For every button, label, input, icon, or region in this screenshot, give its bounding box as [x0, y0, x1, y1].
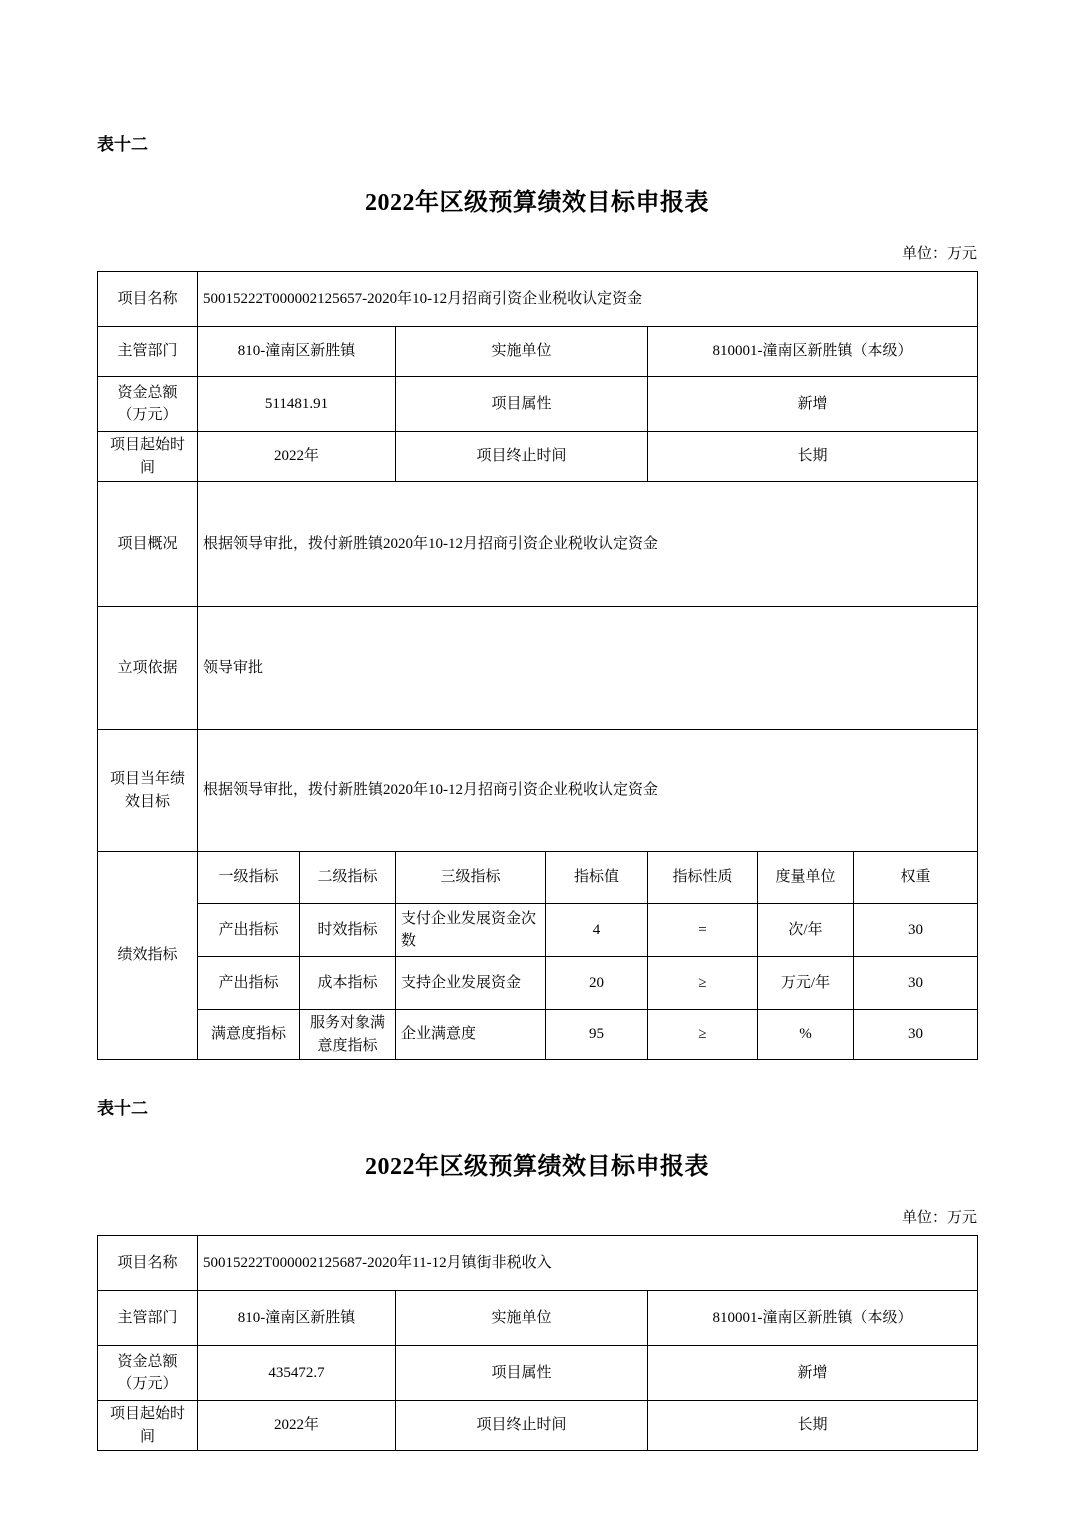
- table-tag-1: 表十二: [97, 135, 148, 154]
- project-name-value: 50015222T000002125687-2020年11-12月镇街非税收入: [198, 1236, 978, 1291]
- start-time-label: 项目起始时间: [98, 1401, 198, 1451]
- start-time-value: 2022年: [198, 1401, 396, 1451]
- project-attr-label: 项目属性: [396, 377, 648, 432]
- total-fund-label: 资金总额（万元）: [98, 377, 198, 432]
- form-section-1: [97, 135, 977, 1060]
- project-attr-value: 新增: [648, 377, 978, 432]
- start-time-value: 2022年: [198, 432, 396, 482]
- end-time-value: 长期: [648, 1401, 978, 1451]
- table-row: [98, 482, 978, 607]
- table-row: [98, 327, 978, 377]
- indicator-cell: 30: [854, 1010, 978, 1060]
- total-fund-value: 511481.91: [198, 377, 396, 432]
- project-name-value: 50015222T000002125657-2020年10-12月招商引资企业税收认定资金: [198, 272, 978, 327]
- col-header-level3: 三级指标: [396, 852, 546, 904]
- col-header-nature: 指标性质: [648, 852, 758, 904]
- table-tag-2: 表十二: [97, 1099, 148, 1118]
- indicator-cell: 产出指标: [198, 957, 300, 1010]
- indicator-cell: =: [648, 904, 758, 957]
- indicator-cell: 企业满意度: [396, 1010, 546, 1060]
- dept-label: 主管部门: [98, 1291, 198, 1346]
- table-row: [98, 1401, 978, 1451]
- dept-value: 810-潼南区新胜镇: [198, 1291, 396, 1346]
- project-name-label: 项目名称: [98, 272, 198, 327]
- indicator-cell: %: [758, 1010, 854, 1060]
- indicator-cell: 4: [546, 904, 648, 957]
- perf-indicator-label: 绩效指标: [98, 852, 198, 1060]
- impl-unit-label: 实施单位: [396, 327, 648, 377]
- indicator-cell: 支付企业发展资金次数: [396, 904, 546, 957]
- indicator-cell: 支持企业发展资金: [396, 957, 546, 1010]
- indicator-cell: 满意度指标: [198, 1010, 300, 1060]
- form-title-2: 2022年区级预算绩效目标申报表: [365, 1154, 709, 1180]
- table-row: [98, 377, 978, 432]
- indicator-cell: 30: [854, 904, 978, 957]
- total-fund-label: 资金总额（万元）: [98, 1346, 198, 1401]
- col-header-level1: 一级指标: [198, 852, 300, 904]
- table-row: [98, 272, 978, 327]
- indicator-row: [98, 957, 978, 1010]
- annual-goal-label: 项目当年绩效目标: [98, 730, 198, 852]
- impl-unit-value: 810001-潼南区新胜镇（本级）: [648, 1291, 978, 1346]
- table-row: [98, 1291, 978, 1346]
- basis-label: 立项依据: [98, 607, 198, 730]
- table-row: [98, 432, 978, 482]
- indicator-row: [98, 904, 978, 957]
- indicator-cell: ≥: [648, 957, 758, 1010]
- project-name-label: 项目名称: [98, 1236, 198, 1291]
- indicator-cell: 次/年: [758, 904, 854, 957]
- form-title-1: 2022年区级预算绩效目标申报表: [365, 190, 709, 216]
- dept-label: 主管部门: [98, 327, 198, 377]
- project-attr-value: 新增: [648, 1346, 978, 1401]
- total-fund-value: 435472.7: [198, 1346, 396, 1401]
- overview-value: 根据领导审批，拨付新胜镇2020年10-12月招商引资企业税收认定资金: [198, 482, 978, 607]
- indicator-cell: 万元/年: [758, 957, 854, 1010]
- indicator-cell: 成本指标: [300, 957, 396, 1010]
- indicator-cell: 20: [546, 957, 648, 1010]
- basis-value: 领导审批: [198, 607, 978, 730]
- unit-label-1: 单位：万元: [901, 246, 977, 262]
- table-row: [98, 1346, 978, 1401]
- dept-value: 810-潼南区新胜镇: [198, 327, 396, 377]
- form-section-2: [97, 1099, 977, 1451]
- table-row: [98, 607, 978, 730]
- end-time-label: 项目终止时间: [396, 1401, 648, 1451]
- start-time-label: 项目起始时间: [98, 432, 198, 482]
- end-time-label: 项目终止时间: [396, 432, 648, 482]
- table-row: [98, 1236, 978, 1291]
- col-header-value: 指标值: [546, 852, 648, 904]
- col-header-weight: 权重: [854, 852, 978, 904]
- budget-form-table-1: [97, 271, 978, 1060]
- project-attr-label: 项目属性: [396, 1346, 648, 1401]
- indicator-cell: 30: [854, 957, 978, 1010]
- indicator-cell: 95: [546, 1010, 648, 1060]
- indicator-header-row: [98, 852, 978, 904]
- table-row: [98, 730, 978, 852]
- indicator-cell: 服务对象满意度指标: [300, 1010, 396, 1060]
- col-header-level2: 二级指标: [300, 852, 396, 904]
- indicator-cell: ≥: [648, 1010, 758, 1060]
- end-time-value: 长期: [648, 432, 978, 482]
- indicator-cell: 产出指标: [198, 904, 300, 957]
- unit-label-2: 单位：万元: [901, 1210, 977, 1226]
- indicator-row: [98, 1010, 978, 1060]
- budget-form-table-2: [97, 1235, 978, 1451]
- impl-unit-value: 810001-潼南区新胜镇（本级）: [648, 327, 978, 377]
- indicator-cell: 时效指标: [300, 904, 396, 957]
- col-header-unit: 度量单位: [758, 852, 854, 904]
- overview-label: 项目概况: [98, 482, 198, 607]
- annual-goal-value: 根据领导审批，拨付新胜镇2020年10-12月招商引资企业税收认定资金: [198, 730, 978, 852]
- impl-unit-label: 实施单位: [396, 1291, 648, 1346]
